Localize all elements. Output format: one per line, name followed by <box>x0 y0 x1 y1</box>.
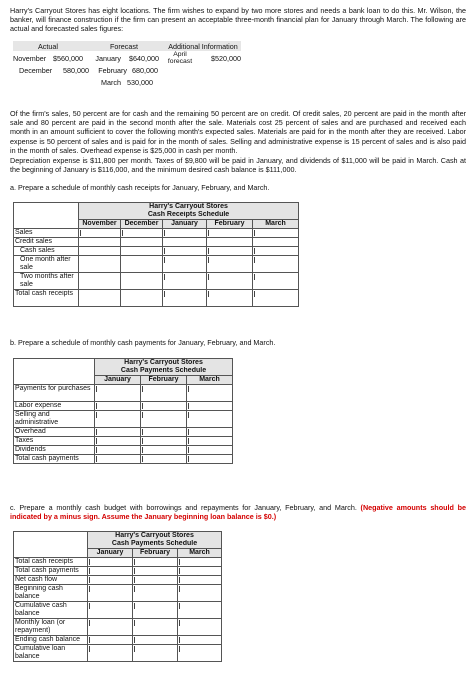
table-row <box>14 238 299 247</box>
input-cell[interactable] <box>141 411 187 428</box>
table-row <box>14 455 233 464</box>
row-label: Selling and administrative <box>14 411 95 428</box>
row-label: Total cash receipts <box>14 558 88 567</box>
input-cell[interactable] <box>187 437 233 446</box>
table-row <box>14 619 222 636</box>
input-cell[interactable] <box>95 385 141 402</box>
table-row <box>14 256 299 273</box>
input-cell[interactable] <box>95 437 141 446</box>
input-cell[interactable] <box>141 428 187 437</box>
table-row <box>14 273 299 290</box>
input-cell[interactable] <box>187 428 233 437</box>
col-december: December <box>121 220 163 229</box>
input-cell[interactable] <box>133 576 178 585</box>
row-label: Sales <box>14 229 79 238</box>
input-cell[interactable] <box>163 247 207 256</box>
input-cell[interactable] <box>178 558 222 567</box>
table-row <box>14 229 299 238</box>
table-row <box>14 585 222 602</box>
sales-figures-table <box>13 41 241 88</box>
input-cell[interactable] <box>187 402 233 411</box>
input-cell[interactable] <box>253 247 299 256</box>
question-c-text: c. Prepare a monthly cash budget with borrowings and repayments for January, February, and March. <box>10 503 357 512</box>
col-march: March <box>178 549 222 558</box>
input-cell[interactable] <box>133 567 178 576</box>
row-label: Payments for purchases <box>14 385 95 402</box>
input-cell[interactable] <box>141 402 187 411</box>
row-label: Total cash payments <box>14 567 88 576</box>
input-cell[interactable] <box>121 229 163 238</box>
table-row <box>14 446 233 455</box>
forecast-value: 530,000 <box>127 77 153 87</box>
input-cell[interactable] <box>88 576 133 585</box>
col-february: February <box>207 220 253 229</box>
row-label: Credit sales <box>14 238 79 247</box>
input-cell[interactable] <box>207 273 253 290</box>
header-forecast: Forecast <box>110 41 138 51</box>
assumptions-paragraph: Of the firm's sales, 50 percent are for cash and the remaining 50 percent are on credit. Of credit sales, 20 percent are paid in the month after sale and 80 percent are paid in the second month after the sale. Materials cost 25 percent of sales and are purchased and received each month in an amount sufficient to cover the following month's expected sales. Materials are paid for in the month after they are received. Labor expense is 50 percent of sales and is paid for in the month of sales. Selling and administrative expense is 15 percent of sales and is also paid in the month of sales. Overhead expense is $25,000 in cash per month. <box>10 109 466 155</box>
input-cell[interactable] <box>187 411 233 428</box>
input-cell[interactable] <box>178 576 222 585</box>
row-label: Beginning cash balance <box>14 585 88 602</box>
input-cell[interactable] <box>187 455 233 464</box>
forecast-month: January <box>95 53 121 63</box>
budget-title: Harry's Carryout Stores <box>88 532 222 541</box>
input-cell[interactable] <box>187 446 233 455</box>
table-row <box>14 567 222 576</box>
table-row <box>14 428 233 437</box>
cash-receipts-table <box>13 202 299 307</box>
col-january: January <box>95 376 141 385</box>
input-cell[interactable] <box>178 645 222 662</box>
row-label: Total cash payments <box>14 455 95 464</box>
table-row <box>14 602 222 619</box>
header-additional-info: Additional Information <box>168 41 238 51</box>
table-row <box>14 636 222 645</box>
table-row <box>14 645 222 662</box>
input-cell[interactable] <box>253 256 299 273</box>
info-label: April forecast <box>167 51 193 65</box>
input-cell[interactable] <box>88 567 133 576</box>
input-cell[interactable] <box>207 290 253 307</box>
cash-payments-table <box>13 358 233 464</box>
input-cell[interactable] <box>207 256 253 273</box>
col-november: November <box>79 220 121 229</box>
table-row <box>14 558 222 567</box>
row-label: Cumulative loan balance <box>14 645 88 662</box>
input-cell[interactable] <box>88 558 133 567</box>
intro-paragraph: Harry's Carryout Stores has eight locations. The firm wishes to expand by two more stores and needs a bank loan to do this. Mr. Wilson, the banker, will finance construction if the firm can present an acceptable three-month financial plan for January through March. The following are actual and forecasted sales figures: <box>10 6 466 34</box>
forecast-value: $640,000 <box>129 53 159 63</box>
input-cell[interactable] <box>253 229 299 238</box>
receipts-title: Harry's Carryout Stores <box>79 203 299 212</box>
input-cell[interactable] <box>88 602 133 619</box>
row-label: Taxes <box>14 437 95 446</box>
question-c <box>10 503 466 521</box>
input-cell[interactable] <box>141 437 187 446</box>
row-label: Dividends <box>14 446 95 455</box>
input-cell[interactable] <box>187 385 233 402</box>
input-cell[interactable] <box>178 619 222 636</box>
input-cell[interactable] <box>95 428 141 437</box>
table-row <box>14 576 222 585</box>
input-cell[interactable] <box>95 402 141 411</box>
input-cell[interactable] <box>133 636 178 645</box>
col-february: February <box>141 376 187 385</box>
input-cell[interactable] <box>141 455 187 464</box>
payments-subtitle: Cash Payments Schedule <box>95 367 233 376</box>
table-row <box>14 402 233 411</box>
input-cell[interactable] <box>88 585 133 602</box>
input-cell[interactable] <box>141 446 187 455</box>
input-cell[interactable] <box>178 567 222 576</box>
table-row <box>14 437 233 446</box>
input-cell[interactable] <box>253 290 299 307</box>
input-cell[interactable] <box>163 256 207 273</box>
sales-row <box>13 51 241 65</box>
input-cell[interactable] <box>178 585 222 602</box>
sales-row <box>13 65 241 77</box>
header-actual: Actual <box>38 41 58 51</box>
receipts-subtitle: Cash Receipts Schedule <box>79 211 299 220</box>
forecast-month: February <box>98 66 127 76</box>
input-cell[interactable] <box>133 558 178 567</box>
input-cell[interactable] <box>141 385 187 402</box>
col-january: January <box>163 220 207 229</box>
payments-title: Harry's Carryout Stores <box>95 359 233 368</box>
table-row <box>14 385 233 402</box>
row-label: Cash sales <box>14 247 79 256</box>
actual-value: $560,000 <box>53 53 83 63</box>
col-january: January <box>88 549 133 558</box>
input-cell[interactable] <box>88 619 133 636</box>
col-march: March <box>253 220 299 229</box>
input-cell[interactable] <box>95 446 141 455</box>
input-cell[interactable] <box>88 636 133 645</box>
col-march: March <box>187 376 233 385</box>
input-cell[interactable] <box>178 636 222 645</box>
input-cell[interactable] <box>133 602 178 619</box>
question-c-note: (Negative amounts should be indicated by a minus sign. Assume the January beginning loan balance is $0.) <box>10 503 466 522</box>
input-cell[interactable] <box>95 455 141 464</box>
budget-subtitle: Cash Payments Schedule <box>88 540 222 549</box>
question-a: a. Prepare a schedule of monthly cash receipts for January, February, and March. <box>10 183 270 192</box>
question-b: b. Prepare a schedule of monthly cash payments for January, February, and March. <box>10 338 276 347</box>
input-cell[interactable] <box>95 411 141 428</box>
input-cell[interactable] <box>178 602 222 619</box>
row-label: Total cash receipts <box>14 290 79 307</box>
sales-table-header <box>13 41 241 51</box>
row-label: Two months after sale <box>14 273 79 290</box>
input-cell[interactable] <box>163 273 207 290</box>
input-cell[interactable] <box>163 229 207 238</box>
actual-month: November <box>13 53 47 63</box>
cash-budget-table <box>13 531 222 662</box>
info-value: $520,000 <box>211 53 241 63</box>
row-label: Ending cash balance <box>14 636 88 645</box>
input-cell[interactable] <box>133 619 178 636</box>
table-row <box>14 247 299 256</box>
row-label: Cumulative cash balance <box>14 602 88 619</box>
row-label: Monthly loan (or repayment) <box>14 619 88 636</box>
row-label: One month after sale <box>14 256 79 273</box>
input-cell[interactable] <box>133 645 178 662</box>
input-cell[interactable] <box>79 229 121 238</box>
input-cell[interactable] <box>88 645 133 662</box>
sales-row <box>13 77 241 89</box>
actual-month: December <box>19 66 53 76</box>
input-cell[interactable] <box>253 273 299 290</box>
expenses-paragraph: Depreciation expense is $11,800 per month. Taxes of $9,800 will be paid in January, and dividends of $11,000 will be paid in March. Cash at the beginning of January is $116,000, and the minimum desired cash balance is $111,000. <box>10 156 466 175</box>
input-cell[interactable] <box>207 229 253 238</box>
row-label: Net cash flow <box>14 576 88 585</box>
forecast-value: 680,000 <box>132 66 158 76</box>
row-label: Labor expense <box>14 402 95 411</box>
row-label: Overhead <box>14 428 95 437</box>
input-cell[interactable] <box>133 585 178 602</box>
input-cell[interactable] <box>207 247 253 256</box>
table-row <box>14 411 233 428</box>
actual-value: 580,000 <box>63 66 89 76</box>
col-february: February <box>133 549 178 558</box>
table-row <box>14 290 299 307</box>
forecast-month: March <box>101 77 121 87</box>
input-cell[interactable] <box>163 290 207 307</box>
